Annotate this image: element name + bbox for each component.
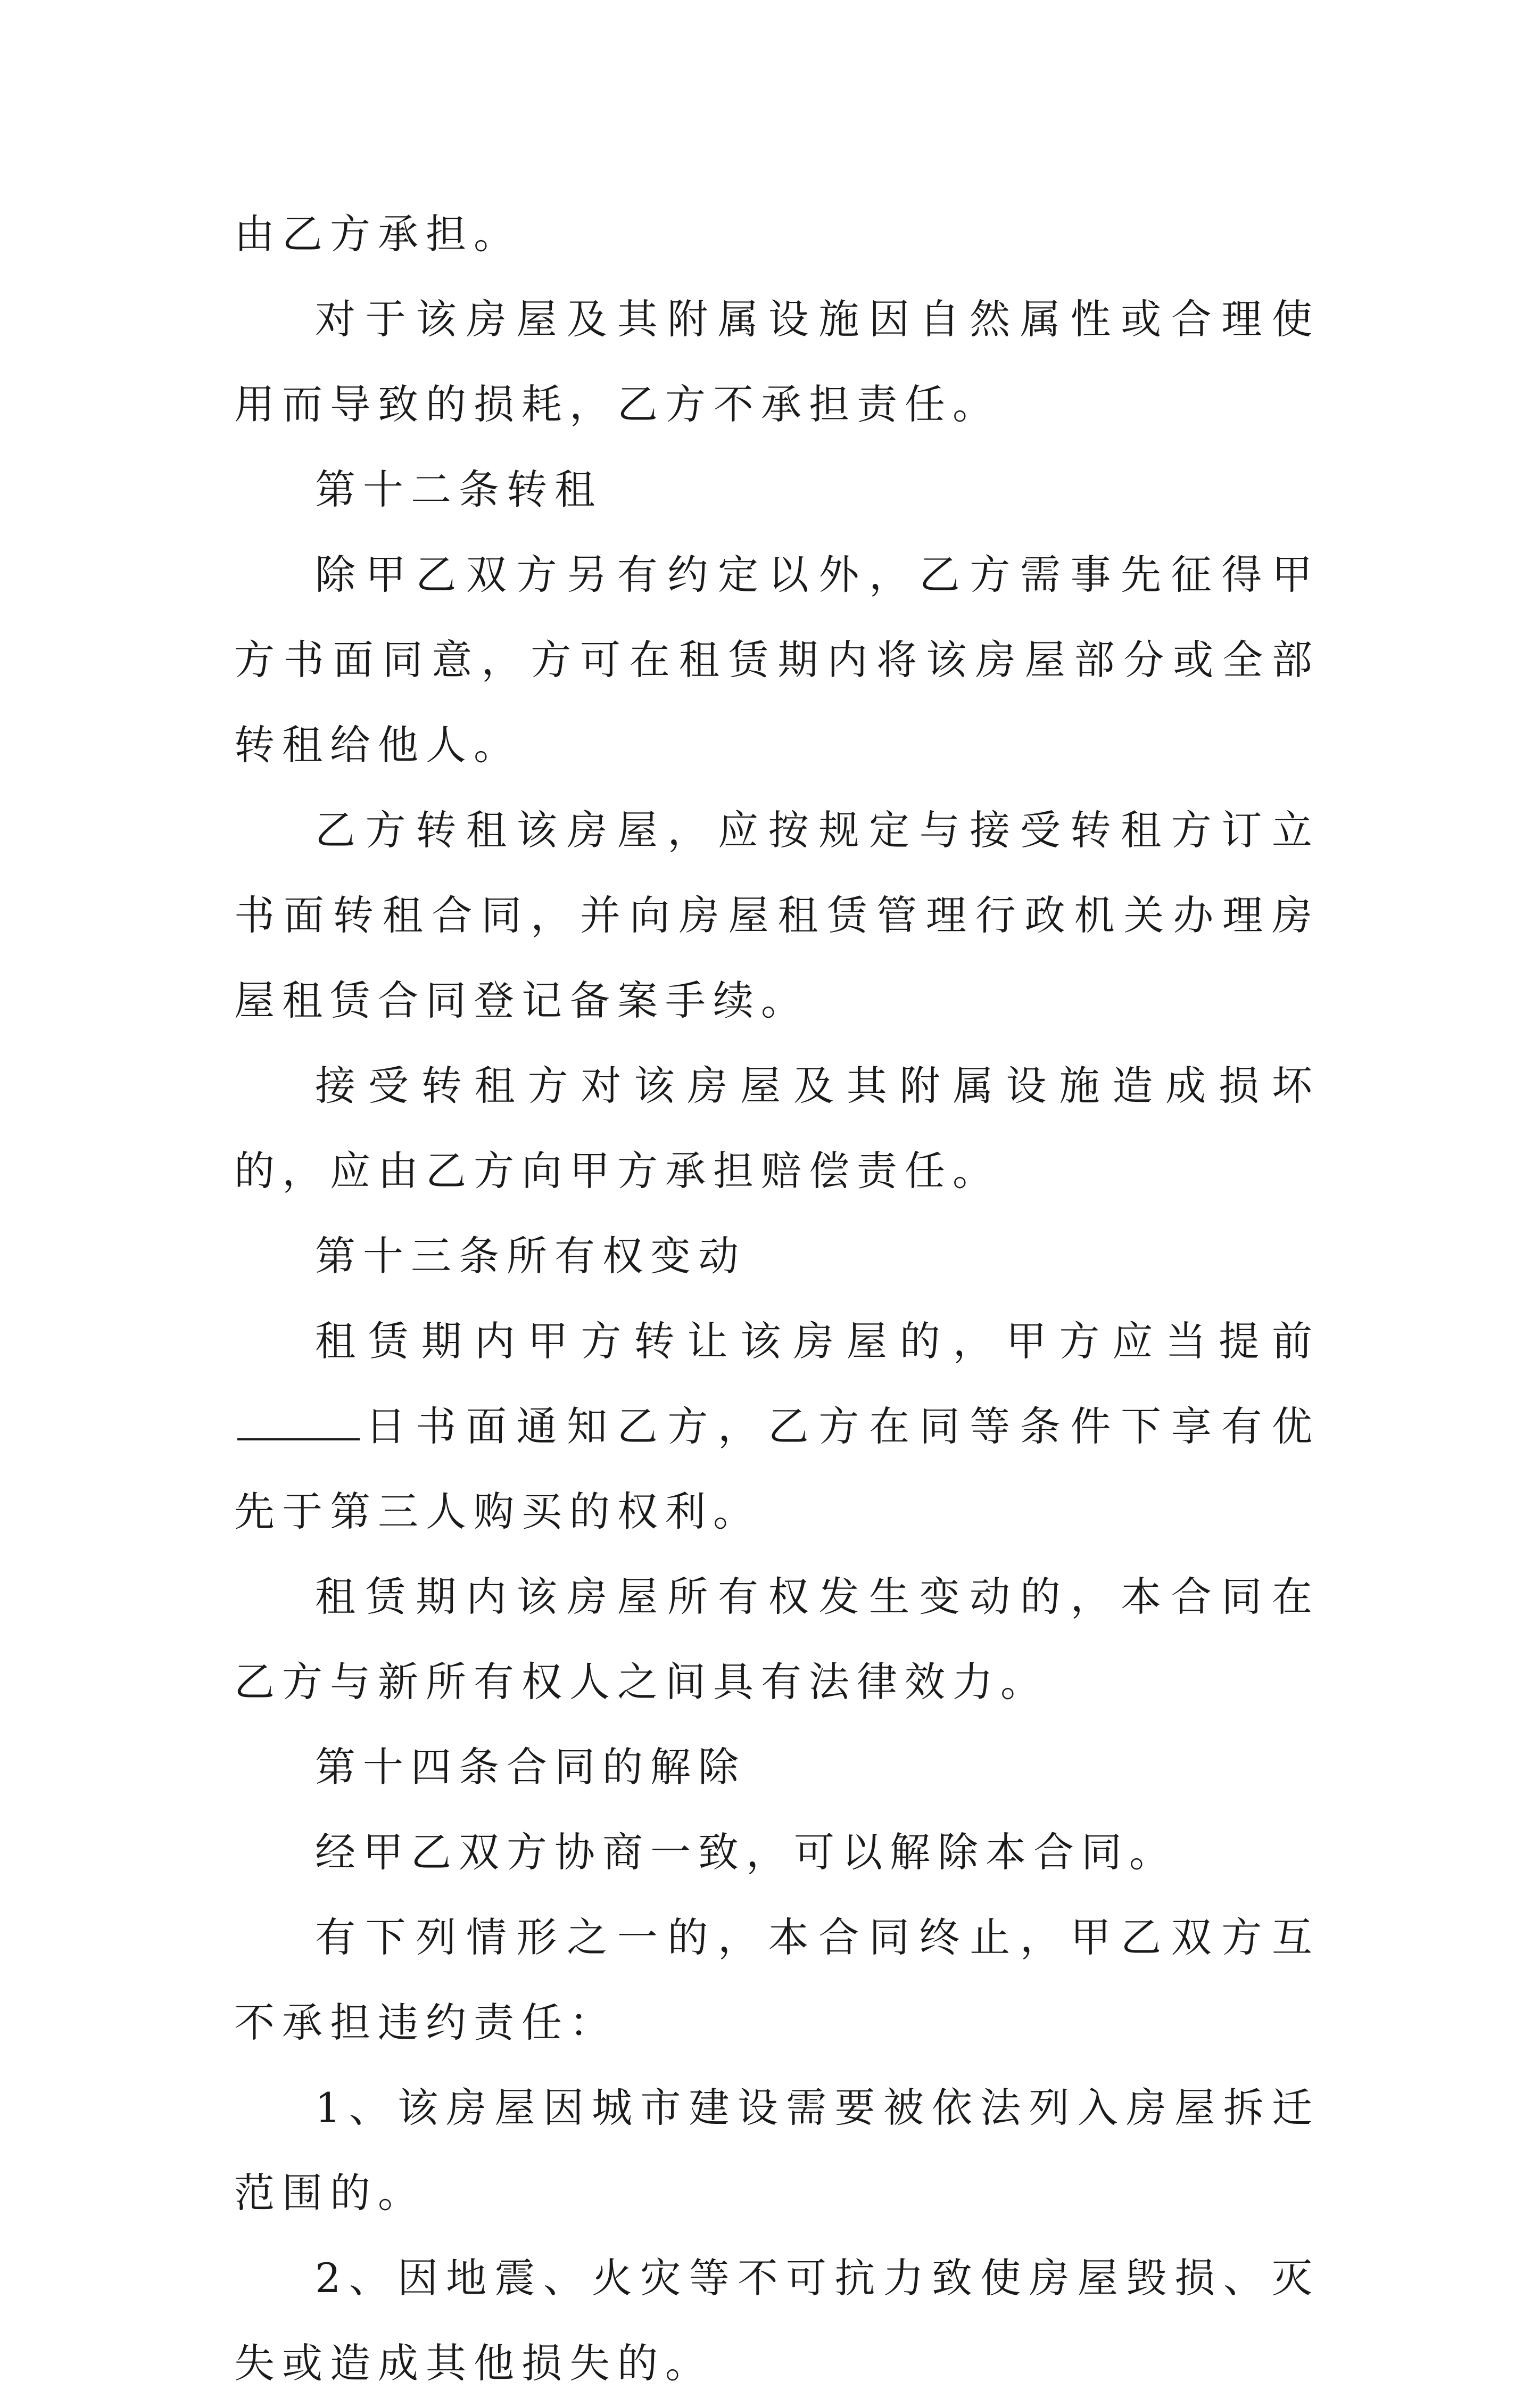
list-item-1: 1、该房屋因城市建设需要被依法列入房屋拆迁范围的。 [234, 2084, 1320, 2217]
transfer-notice-text-after: 日书面通知乙方，乙方在同等条件下享有优先于第三人购买的权利。 [234, 1403, 1320, 1535]
article-12-heading: 第十二条转租 [315, 466, 602, 513]
paragraph-termination-conditions: 有下列情形之一的，本合同终止，甲乙双方互不承担违约责任： [234, 1914, 1320, 2046]
article-13-heading: 第十三条所有权变动 [315, 1232, 746, 1280]
paragraph-mutual-termination: 经甲乙双方协商一致，可以解除本合同。 [315, 1828, 1177, 1876]
transfer-notice-text-before: 租赁期内甲方转让该房屋的，甲方应当提前 [315, 1317, 1320, 1365]
list-item-2: 2、因地震、火灾等不可抗力致使房屋毁损、灭失或造成其他损失的。 [234, 2254, 1320, 2387]
article-14-heading: 第十四条合同的解除 [315, 1743, 746, 1791]
paragraph-sublease-contract: 乙方转租该房屋，应按规定与接受转租方订立书面转租合同，并向房屋租赁管理行政机关办理房屋租赁合同登记备案手续。 [234, 806, 1320, 1024]
paragraph-continuation: 由乙方承担。 [234, 210, 521, 258]
paragraph-transfer-notice [234, 1299, 1320, 1554]
contract-body [234, 192, 1320, 2406]
paragraph-sublease-consent: 除甲乙双方另有约定以外，乙方需事先征得甲方书面同意，方可在租赁期内将该房屋部分或全部转租给他人。 [234, 551, 1320, 769]
days-blank-field [237, 1404, 360, 1440]
paragraph-ownership-change: 租赁期内该房屋所有权发生变动的，本合同在乙方与新所有权人之间具有法律效力。 [234, 1573, 1320, 1705]
paragraph-wear-liability: 对于该房屋及其附属设施因自然属性或合理使用而导致的损耗，乙方不承担责任。 [234, 295, 1320, 428]
paragraph-sublease-damage: 接受转租方对该房屋及其附属设施造成损坏的，应由乙方向甲方承担赔偿责任。 [234, 1062, 1320, 1194]
